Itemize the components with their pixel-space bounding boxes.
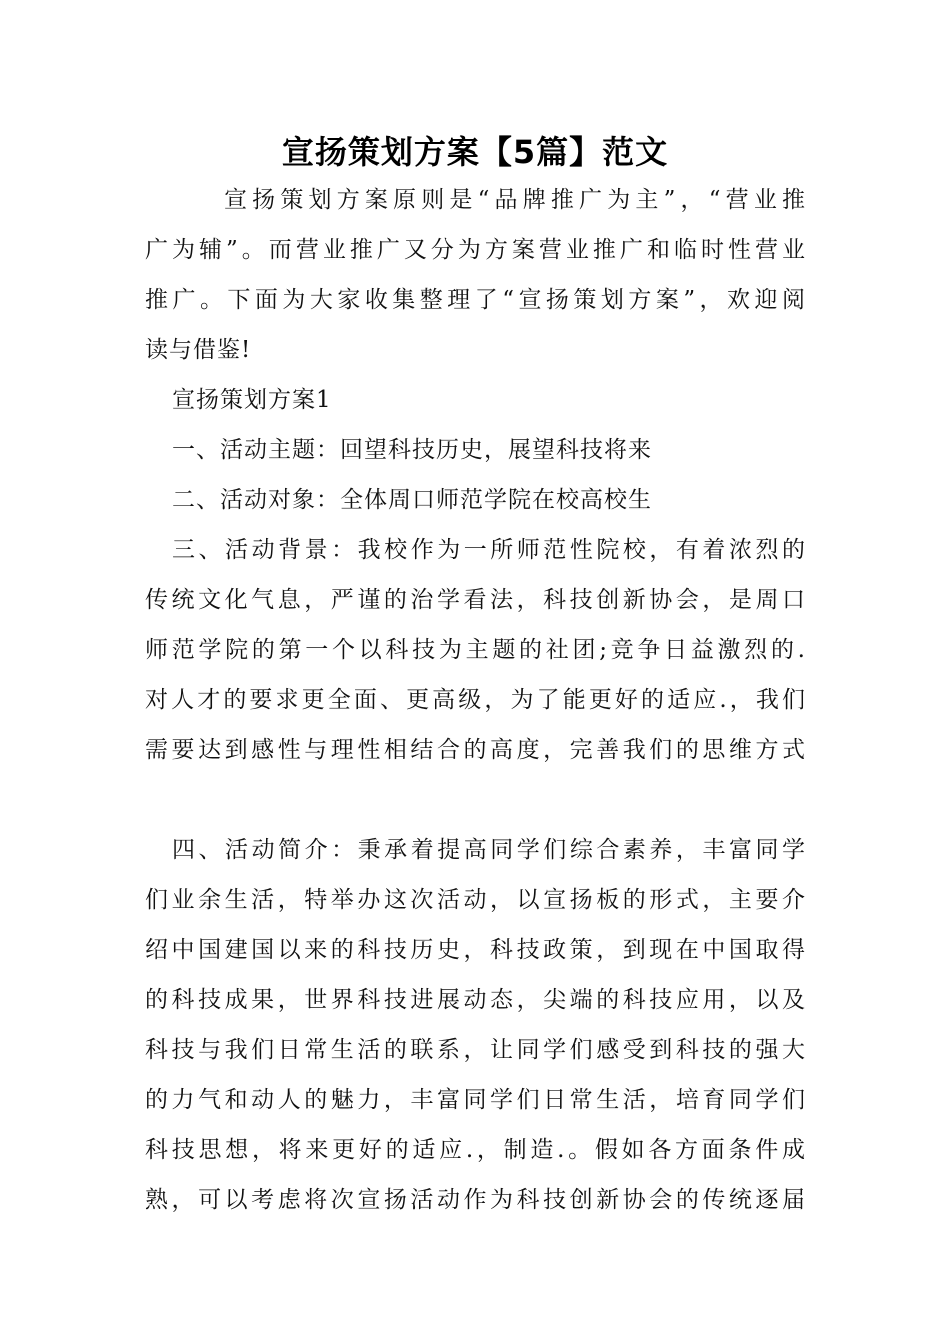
- activity-theme: 一、活动主题：回望科技历史，展望科技将来: [172, 437, 652, 463]
- intro-activity-line-5: 科技与我们日常生活的联系，让同学们感受到科技的强大: [145, 1037, 805, 1063]
- intro-activity-line-7: 科技思想，将来更好的适应.，制造.。假如各方面条件成: [145, 1137, 805, 1163]
- intro-activity-line-4: 的科技成果，世界科技进展动态，尖端的科技应用，以及: [145, 987, 805, 1013]
- intro-line-4: 读与借鉴!: [145, 337, 252, 363]
- section-heading: 宣扬策划方案1: [172, 387, 332, 413]
- background-line-1: 三、活动背景：我校作为一所师范性院校，有着浓烈的: [172, 537, 805, 563]
- activity-target: 二、活动对象：全体周口师范学院在校高校生: [172, 487, 652, 513]
- intro-line-2: 广为辅”。而营业推广又分为方案营业推广和临时性营业: [145, 237, 805, 263]
- intro-activity-line-2: 们业余生活，特举办这次活动，以宣扬板的形式，主要介: [145, 887, 805, 913]
- document-title: 宣扬策划方案【5篇】范文: [281, 133, 669, 171]
- intro-activity-line-8: 熟，可以考虑将次宣扬活动作为科技创新协会的传统逐届: [145, 1187, 805, 1213]
- background-line-4: 对人才的要求更全面、更高级，为了能更好的适应.，我们: [145, 687, 805, 713]
- intro-line-3: 推广。下面为大家收集整理了“宣扬策划方案”，欢迎阅: [145, 287, 805, 313]
- background-line-2: 传统文化气息，严谨的治学看法，科技创新协会，是周口: [145, 587, 805, 613]
- intro-activity-line-1: 四、活动简介：秉承着提高同学们综合素养，丰富同学: [172, 837, 805, 863]
- intro-activity-line-6: 的力气和动人的魅力，丰富同学们日常生活，培育同学们: [145, 1087, 805, 1113]
- background-line-5: 需要达到感性与理性相结合的高度，完善我们的思维方式: [145, 737, 805, 763]
- intro-activity-line-3: 绍中国建国以来的科技历史，科技政策，到现在中国取得: [145, 937, 805, 963]
- background-line-3: 师范学院的第一个以科技为主题的社团;竞争日益激烈的.: [145, 637, 805, 663]
- intro-line-1: 宣扬策划方案原则是“品牌推广为主”，“营业推: [224, 187, 805, 213]
